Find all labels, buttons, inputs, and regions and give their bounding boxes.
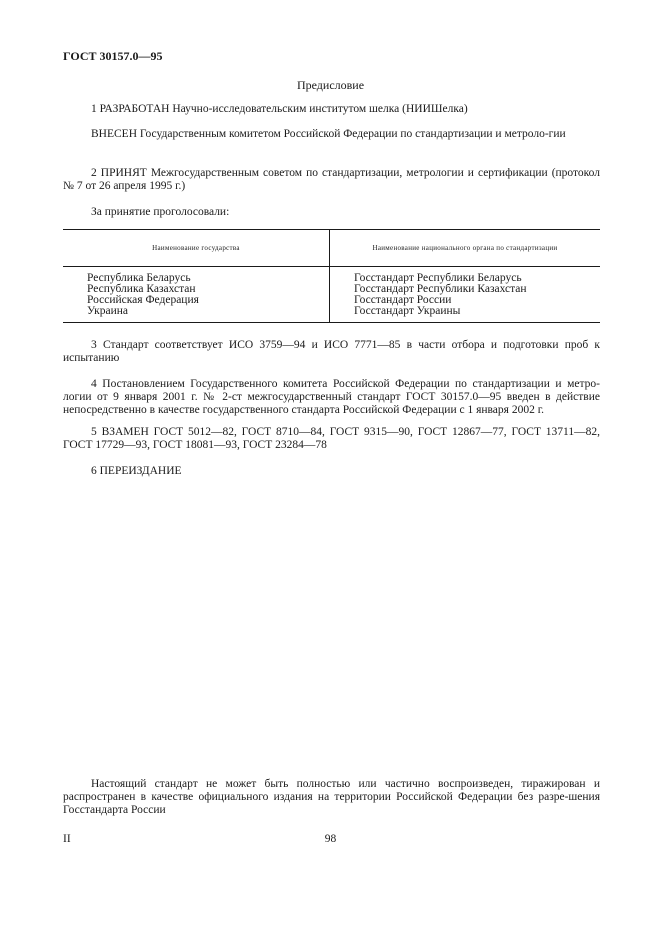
section-5-replaces: 5 ВЗАМЕН ГОСТ 5012—82, ГОСТ 8710—84, ГОСТ 9315—90, ГОСТ 12867—77, ГОСТ 13711—82, ГОСТ 17729—93, ГОСТ 18081—93, ГОСТ 23284—78 (63, 426, 600, 451)
document-code: ГОСТ 30157.0—95 (63, 49, 163, 63)
state-name: Украина (87, 305, 128, 317)
section-1-developed-by: 1 РАЗРАБОТАН Научно-исследовательским институтом шелка (НИИШелка) (91, 103, 468, 115)
section-6-reissue: 6 ПЕРЕИЗДАНИЕ (91, 465, 182, 477)
copyright-notice: Настоящий стандарт не может быть полностью или частично воспроизведен, тиражирован и распространен в качестве официального издания на территории Российской Федерации без разре-шения Госстандарта России (63, 778, 600, 816)
section-2-adopted: 2 ПРИНЯТ Межгосударственным советом по стандартизации, метрологии и сертификации (протокол № 7 от 26 апреля 1995 г.) (63, 167, 600, 192)
standards-body-name: Госстандарт Республики Казахстан (354, 283, 527, 295)
column-header-state: Наименование государства (63, 230, 330, 267)
state-name: Республика Беларусь (87, 272, 191, 284)
roman-page-number: II (63, 833, 71, 845)
section-4-enactment: 4 Постановлением Государственного комитета Российской Федерации по стандартизации и метро-логии от 9 января 2001 г. № 2-ст межгосударственный стандарт ГОСТ 30157.0—95 введен в действие непосредственно в качестве государственного стандарта Российской Федерации с 1 января 2002 г. (63, 378, 600, 416)
column-header-standards-body: Наименование национального органа по стандартизации (330, 230, 601, 267)
voting-states-table (63, 229, 600, 323)
section-3-iso-conformity: 3 Стандарт соответствует ИСО 3759—94 и ИСО 7771—85 в части отбора и подготовки проб к испытанию (63, 339, 600, 364)
state-list (63, 267, 330, 323)
vote-intro: За принятие проголосовали: (91, 206, 230, 218)
page-title: Предисловие (296, 78, 365, 92)
standards-body-name: Госстандарт Республики Беларусь (354, 272, 522, 284)
table-row (63, 267, 600, 323)
table-header-row (63, 230, 600, 267)
standards-body-list (330, 267, 601, 323)
standards-body-name: Госстандарт Украины (354, 305, 461, 317)
state-name: Российская Федерация (87, 294, 199, 306)
standards-body-name: Госстандарт России (354, 294, 452, 306)
page-number: 98 (324, 833, 337, 845)
state-name: Республика Казахстан (87, 283, 196, 295)
section-1-introduced-by: ВНЕСЕН Государственным комитетом Российской Федерации по стандартизации и метроло-гии (91, 128, 566, 140)
